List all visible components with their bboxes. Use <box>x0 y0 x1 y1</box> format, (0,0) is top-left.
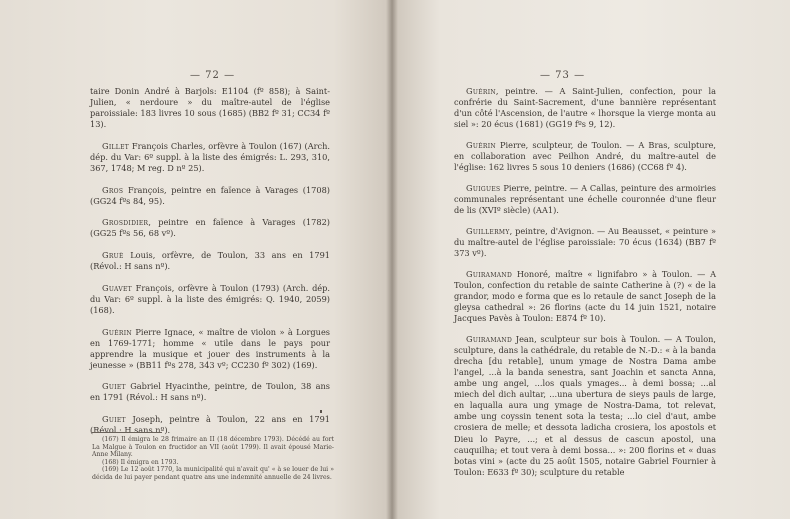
entry <box>454 226 716 259</box>
entry-text: Honoré, maître « lignifabro » à Toulon. — A Toulon, confection du retable de sainte Catherine à (?) « de la grandor, modo e forma que es lo retaule de sanct Joseph de la gleysa cathedral »: 26 florins (acte du 14 juin 1521, notaire Jacques Pavès à Toulon: E874 fº 10). <box>454 268 716 323</box>
entry <box>90 86 330 130</box>
entry-text: Gabriel Hyacinthe, peintre, de Toulon, 38 ans en 1791 (Révol.: H sans nº). <box>90 381 330 403</box>
entry-text: Pierre, sculpteur, de Toulon. — A Bras, sculpture, en collaboration avec Peilhon André, du maître-autel de l'église: 162 livres 5 sous 10 deniers (1686) (CC68 fº 4). <box>454 139 716 173</box>
ink-speck <box>320 410 322 413</box>
entry-name: Guillermy <box>466 225 510 236</box>
entry <box>454 183 716 216</box>
right-page-number: — 73 — <box>540 70 586 81</box>
entry <box>90 217 330 239</box>
entry <box>454 86 716 130</box>
entry-name: Guiramand <box>466 268 513 279</box>
entry <box>90 327 330 371</box>
entry-name: Gruè <box>102 250 124 261</box>
entry-name: Guigues <box>466 182 501 193</box>
entry-text: taire Donin André à Barjols: E1104 (fº 858); à Saint-Julien, « nerdoure » du maître-autel de l'église paroissiale: 183 livres 10 sous (1685) (BB2 fº 31; CC34 fº 13). <box>90 86 330 130</box>
entry-text: Joseph, peintre à Toulon, 22 ans en 1791 (Révol.: H sans nº). <box>90 414 330 436</box>
footnote-rule <box>92 432 162 433</box>
entry <box>90 250 330 272</box>
entry <box>454 140 716 173</box>
left-page-text <box>90 86 330 447</box>
left-page-number: — 72 — <box>190 70 236 81</box>
entry-text: Jean, sculpteur sur bois à Toulon. — A Toulon, sculpture, dans la cathédrale, du retable de N.-D.: « à la banda drecha [du retable], unum ymage de Nostra Dama ambe l'angel, ...à la banda senestra, sant Joachin et sancta Anna, ambe ung angel, ...los quals ymages... à demi bossa; ...al miech del dich aultar, ...una ubertura de sieys pauls de large, en laqualla aura ung ymage de Nostra-Dama, tot relevat, ambe ung coyssin tenent sota la testa; ...lo ciel d'aut, ambe crosiera de melle; et dessota ladicha crosiera, los apostols et Dieu lo Payre, ...; et al dessus de cascun apostol, una cauquilha; et tout vera à demi bossa... »: 200 florins et « duas botas vini » (acte du 25 août 1505, notaire Gabriel Fournier à Toulon: E633 fº 30); sculpture du retable <box>454 333 716 477</box>
entry-name: Guiet <box>102 414 126 425</box>
entry-text: François, peintre en faïence à Varages (1708) (GG24 fºs 84, 95). <box>90 184 330 206</box>
entry <box>454 269 716 324</box>
entry-name: Grosdidier <box>102 217 149 228</box>
entry-text: , peintre. — A Saint-Julien, confection, pour la confrérie du Saint-Sacrement, d'une bannière représentant d'un côté l'Ascension, de l'autre « lhorsque la vierge monta au siel »: 20 écus (1681) (GG19 fºs 9, 12). <box>454 86 716 130</box>
entry <box>90 141 330 174</box>
entry-name: Gros <box>102 184 124 195</box>
entry-name: Guiet <box>102 381 126 392</box>
right-page-text <box>454 86 716 487</box>
entry-text: , peintre en faïence à Varages (1782) (GG25 fºs 56, 68 vº). <box>90 217 330 239</box>
entry-text: François, orfèvre à Toulon (1793) (Arch. dép. du Var: 6º suppl. à la liste des émigrés: Q. 1940, 2059) (168). <box>90 282 330 315</box>
footnote: (169) Le 12 août 1770, la municipalité qui n'avait qu' « à se louer de lui » décida de lui payer pendant quatre ans une indemnité annuelle de 24 livres. <box>92 466 334 481</box>
entry <box>90 185 330 207</box>
entry-name: Gillet <box>102 140 130 151</box>
entry <box>454 334 716 478</box>
entry-text: Louis, orfèvre, de Toulon, 33 ans en 1791 (Révol.: H sans nº). <box>90 250 330 272</box>
entry <box>90 283 330 316</box>
entry-name: Guérin <box>102 326 132 337</box>
entry-name: Guérin <box>466 139 496 150</box>
entry-text: François Charles, orfèvre à Toulon (167) (Arch. dép. du Var: 6º suppl. à la liste des émigrés: L. 293, 310, 367, 1748; M reg. D nº 25). <box>90 140 330 174</box>
entry-text: Pierre, peintre. — A Callas, peinture des armoiries communales représentant une échelle couronnée d'une fleur de lis (XVIº siècle) (AA1). <box>454 182 716 216</box>
footnotes <box>92 436 334 482</box>
entry-name: Guérin <box>466 86 496 96</box>
entry-text: , peintre, d'Avignon. — Au Beausset, « peinture » du maître-autel de l'église paroissiale: 70 écus (1634) (BB7 fº 373 vº). <box>454 225 716 258</box>
entry <box>90 381 330 403</box>
footnote: (167) Il émigra le 28 frimaire an II (18 décembre 1793). Décédé au fort La Malgue à Toulon en fructidor an VII (août 1799). Il avait épousé Marie-Anne Milany. <box>92 436 334 459</box>
entry-text: Pierre Ignace, « maître de violon » à Lorgues en 1769-1771; homme « utile dans le pays pour apprendre la musique et jouer des instruments à la jeunesse » (BB11 fºs 278, 343 vº; CC230 fº 302) (169). <box>90 326 330 370</box>
entry-name: Guiramand <box>466 333 513 344</box>
book-gutter <box>386 0 398 519</box>
right-page <box>392 0 790 519</box>
left-page <box>0 0 392 519</box>
footnote: (168) Il émigra en 1793. <box>102 458 179 466</box>
entry-name: Guavet <box>102 282 132 293</box>
